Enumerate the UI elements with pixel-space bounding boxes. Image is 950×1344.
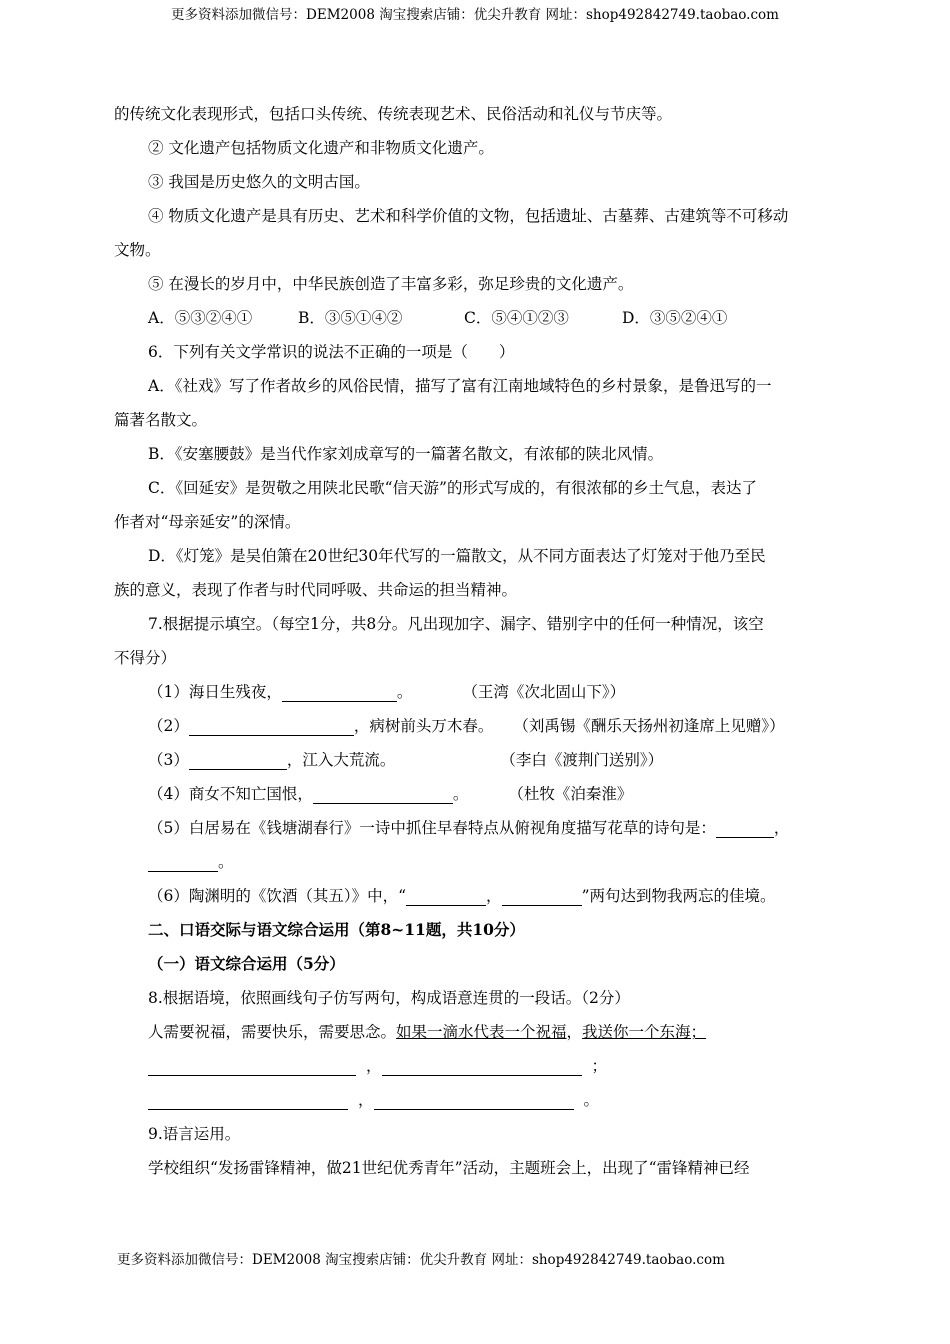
q7-item2 [114, 709, 839, 743]
q6-option-b: B．《安塞腰鼓》是当代作家刘成章写的一篇著名散文，有浓郁的陕北风情。 [148, 445, 664, 463]
q8-context-text: 人需要祝福，需要快乐，需要思念。 [148, 1023, 397, 1041]
q7-item6-blank1[interactable] [406, 883, 486, 906]
q5-item3: ③ 我国是历史悠久的文明古国。 [148, 173, 370, 191]
q6-option-d-line2: 族的意义，表现了作者与时代同呼吸、共命运的担当精神。 [114, 581, 518, 599]
q8-answer-row2 [114, 1083, 839, 1117]
q7-item2-end: ，病树前头万木春。 [353, 717, 494, 735]
q7-item4-end: 。 [452, 785, 469, 803]
q7-item1-end: 。 [396, 683, 413, 701]
q5-option-d[interactable]: D．③⑤②④① [622, 309, 728, 327]
q6-option-c-line1: C．《回延安》是贺敬之用陕北民歌“信天游”的形式写成的，有很浓郁的乡土气息，表达了 [148, 479, 757, 497]
q8-row1-end: ； [591, 1057, 608, 1075]
q6-stem: 6．下列有关文学常识的说法不正确的一项是（ ） [148, 343, 515, 361]
q9-text: 学校组织“发扬雷锋精神，做21世纪优秀青年”活动，主题班会上，出现了“雷锋精神已经 [148, 1159, 750, 1177]
q7-item5-end: 。 [218, 853, 234, 871]
section2-title: 二、口语交际与语文综合运用（第8~11题，共10分） [148, 920, 525, 939]
q7-item3-blank[interactable] [189, 747, 287, 770]
q8-row2-blank2[interactable] [374, 1087, 574, 1110]
q8-row2-sep: ， [358, 1091, 374, 1109]
q5-item5: ⑤ 在漫长的岁月中，中华民族创造了丰富多彩，弥足珍贵的文化遗产。 [148, 275, 634, 293]
q7-item1 [114, 675, 839, 709]
q7-item3-source: （李白《渡荆门送别》） [500, 751, 664, 769]
q8-row1-sep: ， [366, 1057, 382, 1075]
q7-item3 [114, 743, 839, 777]
q5-option-a[interactable]: A．⑤③②④① [148, 309, 253, 327]
q7-item1-source: （王湾《次北固山下》） [462, 683, 626, 701]
q7-item2-blank[interactable] [189, 713, 354, 736]
q7-item1-text: （1）海日生残夜， [148, 683, 282, 701]
q6-option-c-line2: 作者对“母亲延安”的深情。 [114, 513, 301, 531]
q7-item6-blank2[interactable] [502, 883, 582, 906]
q7-stem-line2: 不得分） [114, 649, 177, 667]
q9-stem: 9.语言运用。 [148, 1125, 241, 1143]
q7-item4-blank[interactable] [313, 781, 453, 804]
q7-item4-source: （杜牧《泊秦淮》 [508, 785, 633, 803]
q7-item3-end: ，江入大荒流。 [286, 751, 396, 769]
q7-item6 [114, 879, 839, 913]
q8-row2-blank1[interactable] [148, 1087, 348, 1110]
q7-item2-source: （刘禹锡《酬乐天扬州初逢席上见赠》） [513, 717, 785, 735]
q7-item5-blank2[interactable] [148, 849, 218, 872]
q7-item4 [114, 777, 839, 811]
document-body [114, 97, 839, 1185]
q7-item5-blank1[interactable] [716, 815, 774, 838]
q8-context-sep: ， [566, 1023, 583, 1041]
q6-option-d-line1: D．《灯笼》是吴伯箫在20世纪30年代写的一篇散文，从不同方面表达了灯笼对于他乃至民 [148, 547, 766, 565]
q8-answer-row1 [114, 1049, 839, 1083]
q7-item5-comma: ， [773, 819, 790, 837]
q5-option-c[interactable]: C．⑤④①②③ [464, 309, 569, 327]
q7-item4-text: （4）商女不知亡国恨， [148, 785, 313, 803]
q5-options [114, 301, 839, 335]
q7-item3-text: （3） [148, 751, 189, 769]
q6-option-a-line1: A．《社戏》写了作者故乡的风俗民情，描写了富有江南地域特色的乡村景象，是鲁迅写的一 [148, 377, 772, 395]
q7-item5-text: （5）白居易在《钱塘湖春行》一诗中抓住早春特点从俯视角度描写花草的诗句是： [148, 819, 716, 837]
q7-item5 [114, 811, 839, 845]
q7-item6-comma: ， [486, 887, 502, 905]
q7-item5-cont [114, 845, 839, 879]
q7-item6-end: ”两句达到物我两忘的佳境。 [581, 887, 776, 905]
q8-row2-end: 。 [583, 1091, 600, 1109]
q8-row1-blank2[interactable] [382, 1053, 582, 1076]
section2-subtitle: （一）语文综合运用（5分） [148, 954, 345, 973]
q7-stem-line1: 7.根据提示填空。（每空1分，共8分。凡出现加字、漏字、错别字中的任何一种情况，该空 [148, 615, 764, 633]
page-footer: 更多资料添加微信号：DEM2008 淘宝搜索店铺：优尖升教育 网址：shop492842749.taobao.com [117, 1252, 725, 1268]
q7-item1-blank[interactable] [282, 679, 397, 702]
q5-item4a: ④ 物质文化遗产是具有历史、艺术和科学价值的文物，包括遗址、古墓葬、古建筑等不可移动 [148, 207, 789, 225]
q5-option-b[interactable]: B．③⑤①④② [298, 309, 403, 327]
q8-stem: 8.根据语境，依照画线句子仿写两句，构成语意连贯的一段话。（2分） [148, 989, 630, 1007]
q7-item2-text: （2） [148, 717, 189, 735]
q8-context [114, 1015, 839, 1049]
q8-underlined-2: 我送你一个东海； [582, 1023, 707, 1041]
page-header: 更多资料添加微信号：DEM2008 淘宝搜索店铺：优尖升教育 网址：shop492842749.taobao.com [171, 7, 779, 23]
q5-item4b: 文物。 [114, 241, 161, 259]
q7-item6-text: （6）陶渊明的《饮酒（其五）》中，“ [148, 887, 407, 905]
q8-row1-blank1[interactable] [148, 1053, 356, 1076]
q5-item2: ② 文化遗产包括物质文化遗产和非物质文化遗产。 [148, 139, 494, 157]
q5-line1: 的传统文化表现形式，包括口头传统、传统表现艺术、民俗活动和礼仪与节庆等。 [114, 105, 673, 123]
q6-option-a-line2: 篇著名散文。 [114, 411, 208, 429]
q8-underlined-1: 如果一滴水代表一个祝福 [396, 1023, 567, 1041]
